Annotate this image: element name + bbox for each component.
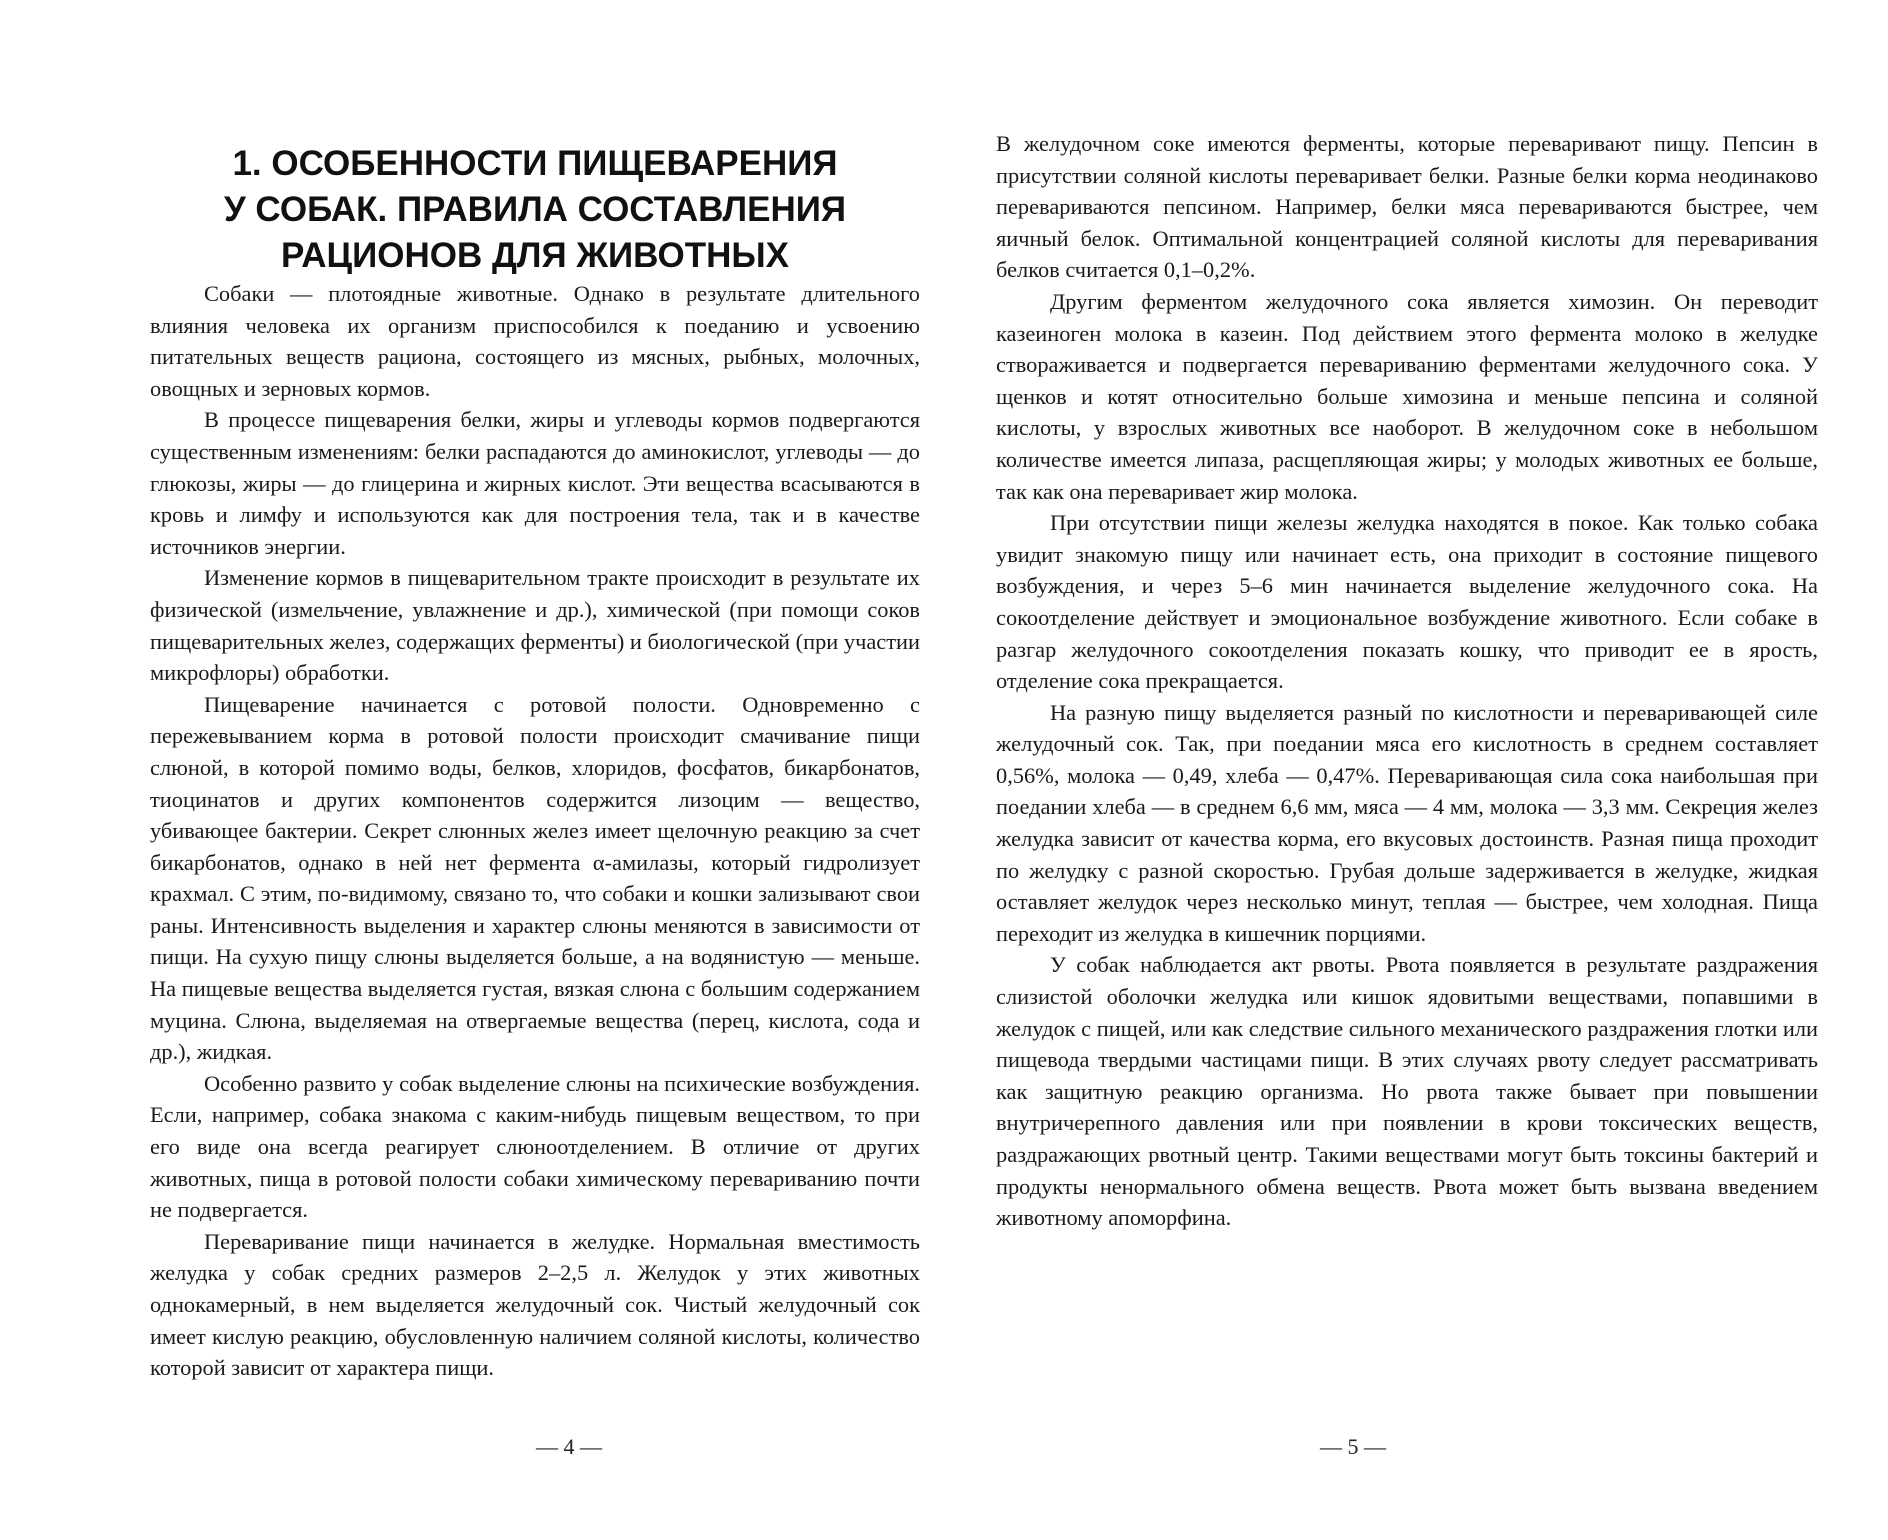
left-page xyxy=(150,0,920,1540)
paragraph: Другим ферментом желудочного сока является химозин. Он переводит казеиноген молока в казеин. Под действием этого фермента молоко в желудке створаживается и подвергается перевариванию ферментами желудочного сока. У щенков и котят относительно больше химозина и меньше пепсина и соляной кислоты, у взрослых животных все наоборот. В желудочном соке в небольшом количестве имеется липаза, расщепляющая жиры; у молодых животных ее больше, так как она переваривает жир молока. xyxy=(996,288,1818,504)
paragraph: У собак наблюдается акт рвоты. Рвота появляется в результате раздражения слизистой оболочки желудка или кишок ядовитыми веществами, попавшими в желудок с пищей, или как следствие сильного механического раздражения глотки или пищевода твердыми частицами пищи. В этих случаях рвоту следует рассматривать как защитную реакцию организма. Но рвота также бывает при повышении внутричерепного давления или при появлении в крови токсических веществ, раздражающих рвотный центр. Такими веществами могут быть токсины бактерий и продукты ненормального обмена веществ. Рвота может быть вызвана введением животному апоморфина. xyxy=(996,952,1818,1231)
right-page xyxy=(996,0,1818,1540)
page-number: — 5 — xyxy=(1320,1434,1386,1459)
chapter-title-line-2: У СОБАК. ПРАВИЛА СОСТАВЛЕНИЯ xyxy=(223,190,847,230)
chapter-title-line-3: РАЦИОНОВ ДЛЯ ЖИВОТНЫХ xyxy=(280,236,790,276)
page-number: — 4 — xyxy=(536,1434,602,1459)
paragraph: Переваривание пищи начинается в желудке. Нормальная вместимость желудка у собак средних размеров 2–2,5 л. Желудок у этих животных однокамерный, в нем выделяется желудочный сок. Чистый желудочный сок имеет кислую реакцию, обусловленную наличием соляной кислоты, количество которой зависит от характера пищи. xyxy=(150,1228,920,1381)
paragraph: Пищеварение начинается с ротовой полости. Одновременно с пережевыванием корма в ротовой полости происходит смачивание пищи слюной, в которой помимо воды, белков, хлоридов, фосфатов, бикарбонатов, тиоцинатов и других компонентов содержится лизоцим — вещество, убивающее бактерии. Секрет слюнных желез имеет щелочную реакцию за счет бикарбонатов, однако в ней нет фермента α-амилазы, который гидролизует крахмал. С этим, по-видимому, связано то, что собаки и кошки зализывают свои раны. Интенсивность выделения и характер слюны меняются в зависимости от пищи. На сухую пищу слюны выделяется больше, а на водянистую — меньше. На пищевые вещества выделяется густая, вязкая слюна с большим содержанием муцина. Слюна, выделяемая на отвергаемые вещества (перец, кислота, сода и др.), жидкая. xyxy=(150,691,920,1065)
paragraph: Собаки — плотоядные животные. Однако в результате длительного влияния человека их организм приспособился к поеданию и усвоению питательных веществ рациона, состоящего из мясных, рыбных, молочных, овощных и зерновых кормов. xyxy=(150,281,920,401)
right-page-body xyxy=(996,128,1818,1234)
chapter-title-line-1: 1. ОСОБЕННОСТИ ПИЩЕВАРЕНИЯ xyxy=(232,144,838,184)
paragraph: Изменение кормов в пищеварительном тракте происходит в результате их физической (измельчение, увлажнение и др.), химической (при помощи соков пищеварительных желез, содержащих ферменты) и биологической (при участии микрофлоры) обработки. xyxy=(150,565,920,686)
paragraph-continuation: В желудочном соке имеются ферменты, которые переваривают пищу. Пепсин в присутствии соляной кислоты переваривает белки. Разные белки корма неодинаково перевариваются пепсином. Например, белки мяса перевариваются быстрее, чем яичный белок. Оптимальной концентрацией соляной кислоты для переваривания белков считается 0,1–0,2%. xyxy=(996,131,1818,283)
paragraph: При отсутствии пищи железы желудка находятся в покое. Как только собака увидит знакомую пищу или начинает есть, она приходит в состояние пищевого возбуждения, и через 5–6 мин начинается выделение желудочного сока. На сокоотделение действует и эмоциональное возбуждение животного. Если собаке в разгар желудочного сокоотделения показать кошку, что приводит ее в ярость, отделение сока прекращается. xyxy=(996,510,1818,694)
chapter-title xyxy=(150,141,920,279)
paragraph: В процессе пищеварения белки, жиры и углеводы кормов подвергаются существенным изменениям: белки распадаются до аминокислот, углеводы — до глюкозы, жиры — до глицерина и жирных кислот. Эти вещества всасываются в кровь и лимфу и используются как для построения тела, так и в качестве источников энергии. xyxy=(150,407,920,559)
paragraph: Особенно развито у собак выделение слюны на психические возбуждения. Если, например, собака знакома с каким-нибудь пищевым веществом, то при его виде она всегда реагирует слюноотделением. В отличие от других животных, пища в ротовой полости собаки химическому перевариванию почти не подвергается. xyxy=(150,1070,920,1223)
paragraph: На разную пищу выделяется разный по кислотности и переваривающей силе желудочный сок. Так, при поедании мяса его кислотность в среднем составляет 0,56%, молока — 0,49, хлеба — 0,47%. Переваривающая сила сока наибольшая при поедании хлеба — в среднем 6,6 мм, мяса — 4 мм, молока — 3,3 мм. Секреция желез желудка зависит от качества корма, его вкусовых достоинств. Разная пища проходит по желудку с разной скоростью. Грубая дольше задерживается в желудке, жидкая оставляет желудок через несколько минут, теплая — быстрее, чем холодная. Пища переходит из желудка в кишечник порциями. xyxy=(996,699,1818,946)
left-page-body xyxy=(150,278,920,1384)
